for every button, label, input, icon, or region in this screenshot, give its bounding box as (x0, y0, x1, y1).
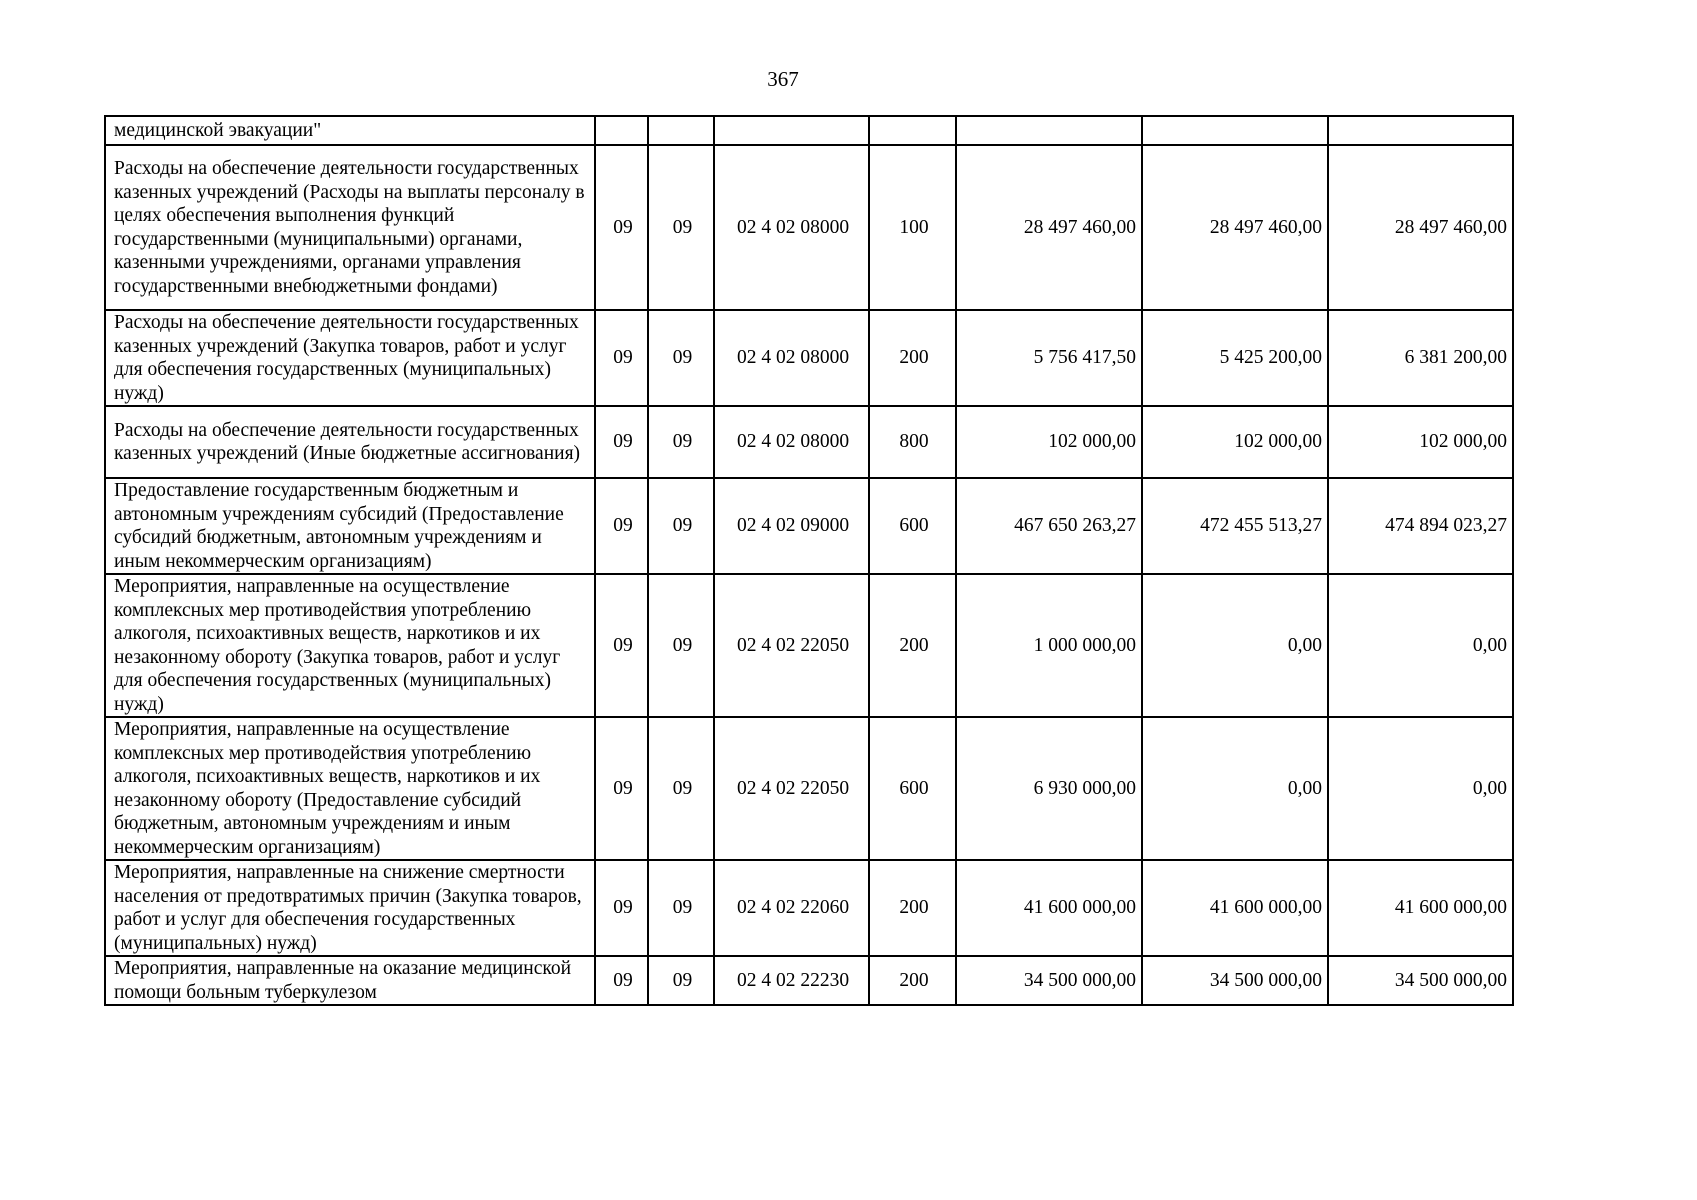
table-row (105, 860, 1513, 956)
subsection-code: 09 (648, 574, 714, 717)
amount-year-1: 467 650 263,27 (956, 478, 1142, 574)
target-article-code: 02 4 02 22050 (714, 717, 869, 860)
table-row (105, 956, 1513, 1005)
amount-year-1: 34 500 000,00 (956, 956, 1142, 1005)
expense-type-code: 600 (869, 478, 956, 574)
amount-year-2: 102 000,00 (1142, 406, 1328, 478)
subsection-code: 09 (648, 860, 714, 956)
expense-description: Предоставление государственным бюджетным и автономным учреждениям субсидий (Предоставление субсидий бюджетным, автономным учреждениям и иным некоммерческим организациям) (105, 478, 595, 574)
amount-year-3: 0,00 (1328, 574, 1513, 717)
amount-year-3: 34 500 000,00 (1328, 956, 1513, 1005)
amount-year-2: 0,00 (1142, 574, 1328, 717)
expense-description: Мероприятия, направленные на осуществление комплексных мер противодействия употреблению алкоголя, психоактивных веществ, наркотиков и их незаконному обороту (Предоставление субсидий бюджетным, автономным учреждениям и иным некоммерческим организациям) (105, 717, 595, 860)
amount-year-1 (956, 116, 1142, 145)
amount-year-1: 41 600 000,00 (956, 860, 1142, 956)
target-article-code: 02 4 02 22050 (714, 574, 869, 717)
amount-year-1: 28 497 460,00 (956, 145, 1142, 310)
target-article-code: 02 4 02 08000 (714, 406, 869, 478)
expense-description: Мероприятия, направленные на снижение смертности населения от предотвратимых причин (Закупка товаров, работ и услуг для обеспечения государственных (муниципальных) нужд) (105, 860, 595, 956)
amount-year-3: 41 600 000,00 (1328, 860, 1513, 956)
budget-table (104, 115, 1514, 1006)
subsection-code: 09 (648, 956, 714, 1005)
amount-year-3: 474 894 023,27 (1328, 478, 1513, 574)
target-article-code: 02 4 02 22060 (714, 860, 869, 956)
amount-year-2: 5 425 200,00 (1142, 310, 1328, 406)
amount-year-2: 34 500 000,00 (1142, 956, 1328, 1005)
expense-type-code: 200 (869, 956, 956, 1005)
expense-type-code: 800 (869, 406, 956, 478)
table-row (105, 116, 1513, 145)
target-article-code: 02 4 02 22230 (714, 956, 869, 1005)
expense-description: Расходы на обеспечение деятельности государственных казенных учреждений (Иные бюджетные ассигнования) (105, 406, 595, 478)
expense-type-code (869, 116, 956, 145)
expense-type-code: 200 (869, 310, 956, 406)
table-row (105, 717, 1513, 860)
subsection-code: 09 (648, 406, 714, 478)
subsection-code: 09 (648, 717, 714, 860)
amount-year-2: 472 455 513,27 (1142, 478, 1328, 574)
subsection-code: 09 (648, 145, 714, 310)
section-code: 09 (595, 478, 648, 574)
section-code: 09 (595, 406, 648, 478)
table-row (105, 478, 1513, 574)
expense-description: Мероприятия, направленные на оказание медицинской помощи больным туберкулезом (105, 956, 595, 1005)
expense-type-code: 200 (869, 860, 956, 956)
amount-year-1: 5 756 417,50 (956, 310, 1142, 406)
table-row (105, 574, 1513, 717)
amount-year-2: 41 600 000,00 (1142, 860, 1328, 956)
section-code: 09 (595, 860, 648, 956)
subsection-code: 09 (648, 310, 714, 406)
expense-description: Расходы на обеспечение деятельности государственных казенных учреждений (Закупка товаров, работ и услуг для обеспечения государственных (муниципальных) нужд) (105, 310, 595, 406)
target-article-code: 02 4 02 09000 (714, 478, 869, 574)
expense-description: Мероприятия, направленные на осуществление комплексных мер противодействия употреблению алкоголя, психоактивных веществ, наркотиков и их незаконному обороту (Закупка товаров, работ и услуг для обеспечения государственных (муниципальных) нужд) (105, 574, 595, 717)
amount-year-2 (1142, 116, 1328, 145)
expense-description: Расходы на обеспечение деятельности государственных казенных учреждений (Расходы на выплаты персоналу в целях обеспечения выполнения функций государственными (муниципальными) органами, казенными учреждениями, органами управления государственными внебюджетными фондами) (105, 145, 595, 310)
section-code: 09 (595, 574, 648, 717)
section-code (595, 116, 648, 145)
expense-type-code: 600 (869, 717, 956, 860)
subsection-code (648, 116, 714, 145)
page-number: 367 (767, 67, 799, 91)
expense-type-code: 100 (869, 145, 956, 310)
target-article-code (714, 116, 869, 145)
amount-year-2: 28 497 460,00 (1142, 145, 1328, 310)
section-code: 09 (595, 145, 648, 310)
amount-year-3: 6 381 200,00 (1328, 310, 1513, 406)
table-row (105, 406, 1513, 478)
amount-year-1: 1 000 000,00 (956, 574, 1142, 717)
section-code: 09 (595, 310, 648, 406)
table-row (105, 310, 1513, 406)
target-article-code: 02 4 02 08000 (714, 310, 869, 406)
expense-type-code: 200 (869, 574, 956, 717)
amount-year-2: 0,00 (1142, 717, 1328, 860)
section-code: 09 (595, 717, 648, 860)
amount-year-3: 0,00 (1328, 717, 1513, 860)
amount-year-3: 102 000,00 (1328, 406, 1513, 478)
amount-year-3: 28 497 460,00 (1328, 145, 1513, 310)
subsection-code: 09 (648, 478, 714, 574)
expense-description: медицинской эвакуации" (105, 116, 595, 145)
amount-year-3 (1328, 116, 1513, 145)
amount-year-1: 6 930 000,00 (956, 717, 1142, 860)
section-code: 09 (595, 956, 648, 1005)
table-row (105, 145, 1513, 310)
target-article-code: 02 4 02 08000 (714, 145, 869, 310)
amount-year-1: 102 000,00 (956, 406, 1142, 478)
